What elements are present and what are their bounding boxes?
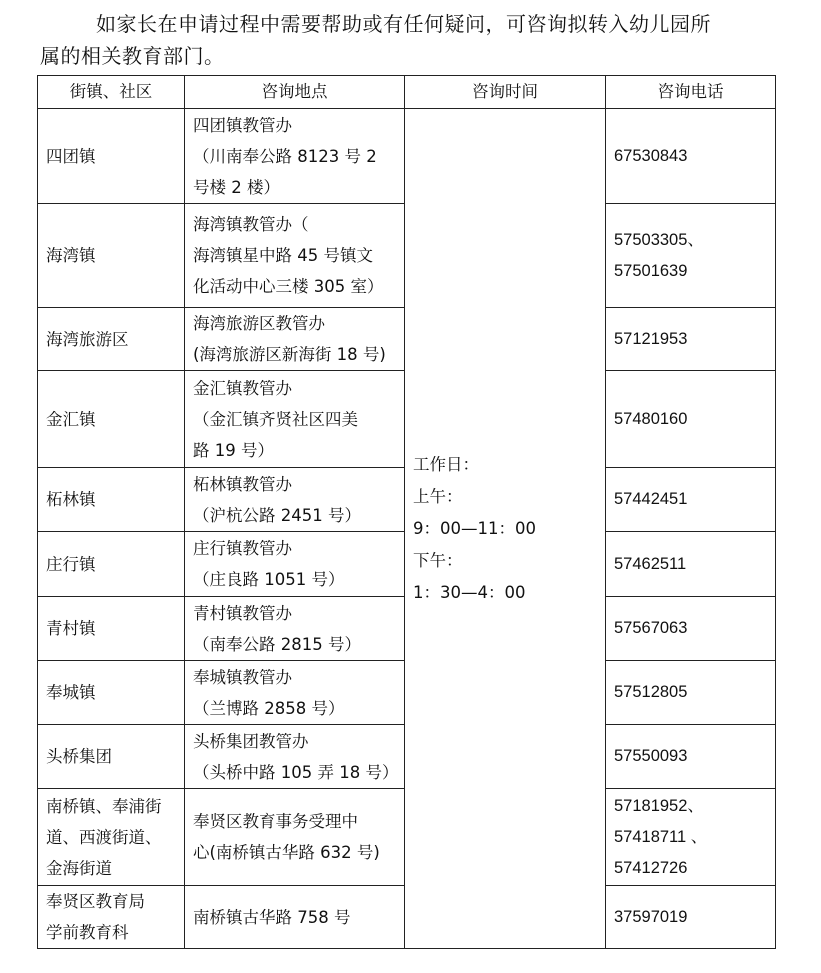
location-cell-line: 金汇镇教管办 [193,378,292,398]
phone-cell-line: 57512805 [614,683,688,701]
phone-cell [606,204,776,308]
phone-cell-line: 37597019 [614,907,688,926]
consult-time-line: 9：00—11：00 [413,518,536,538]
header-phone: 咨询电话 [606,76,776,109]
area-cell-line: 青村镇 [46,619,96,638]
location-cell [185,532,405,597]
phone-cell [606,597,776,661]
location-cell-line: 奉贤区教育事务受理中 [193,812,358,831]
area-cell [38,789,185,886]
phone-cell-line: 57442451 [614,490,688,508]
area-cell-line: 庄行镇 [46,554,96,574]
area-cell [38,371,185,468]
table-row [38,109,776,204]
location-cell-line: 头桥集团教管办 [193,731,309,751]
area-cell-line: 四团镇 [46,146,96,166]
phone-cell [606,661,776,725]
phone-cell-line: 57121953 [614,329,688,348]
consult-time-line: 1：30—4：00 [413,582,526,602]
consult-time-line: 工作日： [413,454,479,474]
area-cell-line: 道、西渡街道、 [46,827,162,847]
area-cell [38,308,185,371]
location-cell-line: 心(南桥镇古华路 632 号) [193,843,380,862]
phone-cell-line: 67530843 [614,146,688,165]
area-cell [38,532,185,597]
consult-time-cell [405,109,606,949]
location-cell [185,725,405,789]
location-cell [185,468,405,532]
header-location: 咨询地点 [185,76,405,109]
area-cell [38,886,185,949]
phone-cell-line: 57567063 [614,619,688,637]
phone-cell [606,532,776,597]
phone-cell [606,371,776,468]
area-cell [38,661,185,725]
intro-paragraph [40,8,790,72]
location-cell-line: 路 19 号） [193,440,274,460]
area-cell-line: 南桥镇、奉浦街 [46,796,162,816]
phone-cell-line: 57418711 、 [614,827,708,846]
location-cell [185,204,405,308]
table-body [38,109,776,949]
phone-cell-line: 57550093 [614,747,688,765]
area-cell [38,204,185,308]
phone-cell-line: 57503305、 [614,230,704,249]
phone-cell-line: 57181952、 [614,796,704,815]
area-cell [38,725,185,789]
location-cell-line: 海湾镇星中路 45 号镇文 [193,246,373,265]
location-cell-line: （兰博路 2858 号） [193,698,345,718]
header-time: 咨询时间 [405,76,606,109]
consult-time-line: 上午： [413,486,463,506]
location-cell [185,371,405,468]
location-cell-line: 海湾镇教管办（ [193,215,309,234]
area-cell-line: 奉城镇 [46,683,96,702]
phone-cell [606,468,776,532]
phone-cell-line: 57462511 [614,554,687,573]
area-cell-line: 柘林镇 [46,490,96,509]
location-cell [185,597,405,661]
location-cell [185,308,405,371]
area-cell-line: 金汇镇 [46,409,96,429]
location-cell-line: 号楼 2 楼） [193,177,280,197]
header-area: 街镇、社区 [38,76,185,109]
location-cell-line: 柘林镇教管办 [193,474,292,494]
location-cell-line: 庄行镇教管办 [193,539,292,558]
area-cell [38,468,185,532]
location-cell [185,789,405,886]
location-cell-line: 南桥镇古华路 758 号 [193,907,351,927]
location-cell [185,886,405,949]
area-cell [38,597,185,661]
location-cell-line: (海湾旅游区新海街 18 号) [193,345,386,364]
location-cell-line: （川南奉公路 8123 号 2 [193,146,377,166]
location-cell-line: （庄良路 1051 号） [193,570,345,589]
phone-cell-line: 57480160 [614,409,688,428]
intro-line-1: 如家长在申请过程中需要帮助或有任何疑问，可咨询拟转入幼儿园所 [96,12,711,36]
phone-cell [606,109,776,204]
location-cell-line: （南奉公路 2815 号） [193,634,361,654]
phone-cell [606,886,776,949]
location-cell-line: 四团镇教管办 [193,115,292,135]
location-cell-line: 化活动中心三楼 305 室） [193,277,384,296]
location-cell-line: （沪杭公路 2451 号） [193,505,361,525]
phone-cell-line: 57412726 [614,858,688,877]
phone-cell [606,308,776,371]
location-cell [185,661,405,725]
area-cell-line: 金海街道 [46,858,112,878]
table-header-row [38,76,776,109]
area-cell-line: 学前教育科 [46,923,129,942]
consult-time-line: 下午： [413,550,463,570]
area-cell-line: 海湾旅游区 [46,329,129,349]
location-cell-line: 青村镇教管办 [193,603,292,623]
location-cell-line: 奉城镇教管办 [193,667,292,687]
area-cell-line: 海湾镇 [46,246,96,265]
phone-cell-line: 57501639 [614,261,688,280]
area-cell [38,109,185,204]
location-cell-line: 海湾旅游区教管办 [193,314,325,333]
location-cell [185,109,405,204]
phone-cell [606,789,776,886]
contact-table [37,75,776,949]
location-cell-line: （头桥中路 105 弄 18 号） [193,762,399,782]
area-cell-line: 奉贤区教育局 [46,892,145,911]
area-cell-line: 头桥集团 [46,747,112,766]
phone-cell [606,725,776,789]
intro-line-2: 属的相关教育部门。 [40,44,225,68]
location-cell-line: （金汇镇齐贤社区四美 [193,409,358,429]
